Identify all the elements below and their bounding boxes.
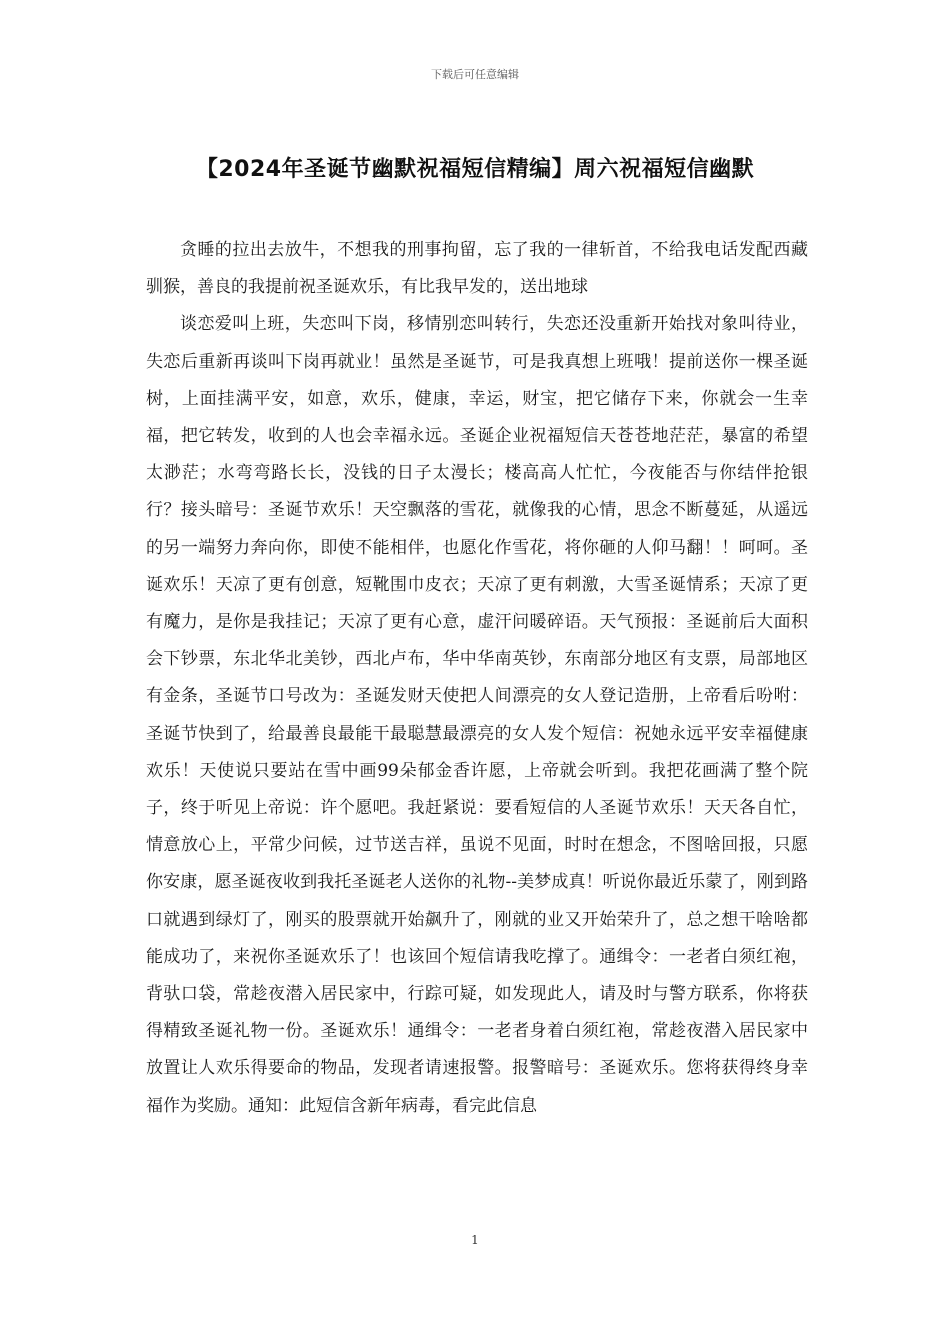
paragraph-1: 贪睡的拉出去放牛，不想我的刑事拘留，忘了我的一律斩首，不给我电话发配西藏驯猴，善良的我提前祝圣诞欢乐，有比我早发的，送出地球 <box>146 240 808 298</box>
document-body <box>146 232 808 1125</box>
page-header-note: 下载后可任意编辑 <box>431 68 519 81</box>
document-title: 【2024年圣诞节幽默祝福短信精编】周六祝福短信幽默 <box>195 157 755 182</box>
page-number: 1 <box>471 1233 479 1247</box>
paragraph-2: 谈恋爱叫上班，失恋叫下岗，移情别恋叫转行，失恋还没重新开始找对象叫待业，失恋后重新再谈叫下岗再就业！虽然是圣诞节，可是我真想上班哦！提前送你一棵圣诞树，上面挂满平安，如意，欢乐，健康，幸运，财宝，把它储存下来，你就会一生幸福，把它转发，收到的人也会幸福永远。圣诞企业祝福短信天苍苍地茫茫，暴富的希望太渺茫；水弯弯路长长，没钱的日子太漫长；楼高高人忙忙，今夜能否与你结伴抢银行？接头暗号：圣诞节欢乐！天空飘落的雪花，就像我的心情，思念不断蔓延，从遥远的另一端努力奔向你，即使不能相伴，也愿化作雪花，将你砸的人仰马翻！！呵呵。圣诞欢乐！天凉了更有创意，短靴围巾皮衣；天凉了更有刺激，大雪圣诞情系；天凉了更有魔力，是你是我挂记；天凉了更有心意，虚汗问暖碎语。天气预报：圣诞前后大面积会下钞票，东北华北美钞，西北卢布，华中华南英钞，东南部分地区有支票，局部地区有金条，圣诞节口号改为：圣诞发财天使把人间漂亮的女人登记造册，上帝看后吩咐：圣诞节快到了，给最善良最能干最聪慧最漂亮的女人发个短信：祝她永远平安幸福健康欢乐！天使说只要站在雪中画99朵郁金香许愿，上帝就会听到。我把花画满了整个院子，终于听见上帝说：许个愿吧。我赶紧说：要看短信的人圣诞节欢乐！天天各自忙，情意放心上，平常少问候，过节送吉祥，虽说不见面，时时在想念，不图啥回报，只愿你安康，愿圣诞夜收到我托圣诞老人送你的礼物--美梦成真！听说你最近乐蒙了，刚到路口就遇到绿灯了，刚买的股票就开始飙升了，刚就的业又开始荣升了，总之想干啥啥都能成功了，来祝你圣诞欢乐了！也该回个短信请我吃撑了。通缉令：一老者白须红袍，背驮口袋，常趁夜潜入居民家中，行踪可疑，如发现此人，请及时与警方联系，你将获得精致圣诞礼物一份。圣诞欢乐！通缉令：一老者身着白须红袍，常趁夜潜入居民家中放置让人欢乐得要命的物品，发现者请速报警。报警暗号：圣诞欢乐。您将获得终身幸福作为奖励。通知：此短信含新年病毒，看完此信息 <box>146 314 808 1116</box>
